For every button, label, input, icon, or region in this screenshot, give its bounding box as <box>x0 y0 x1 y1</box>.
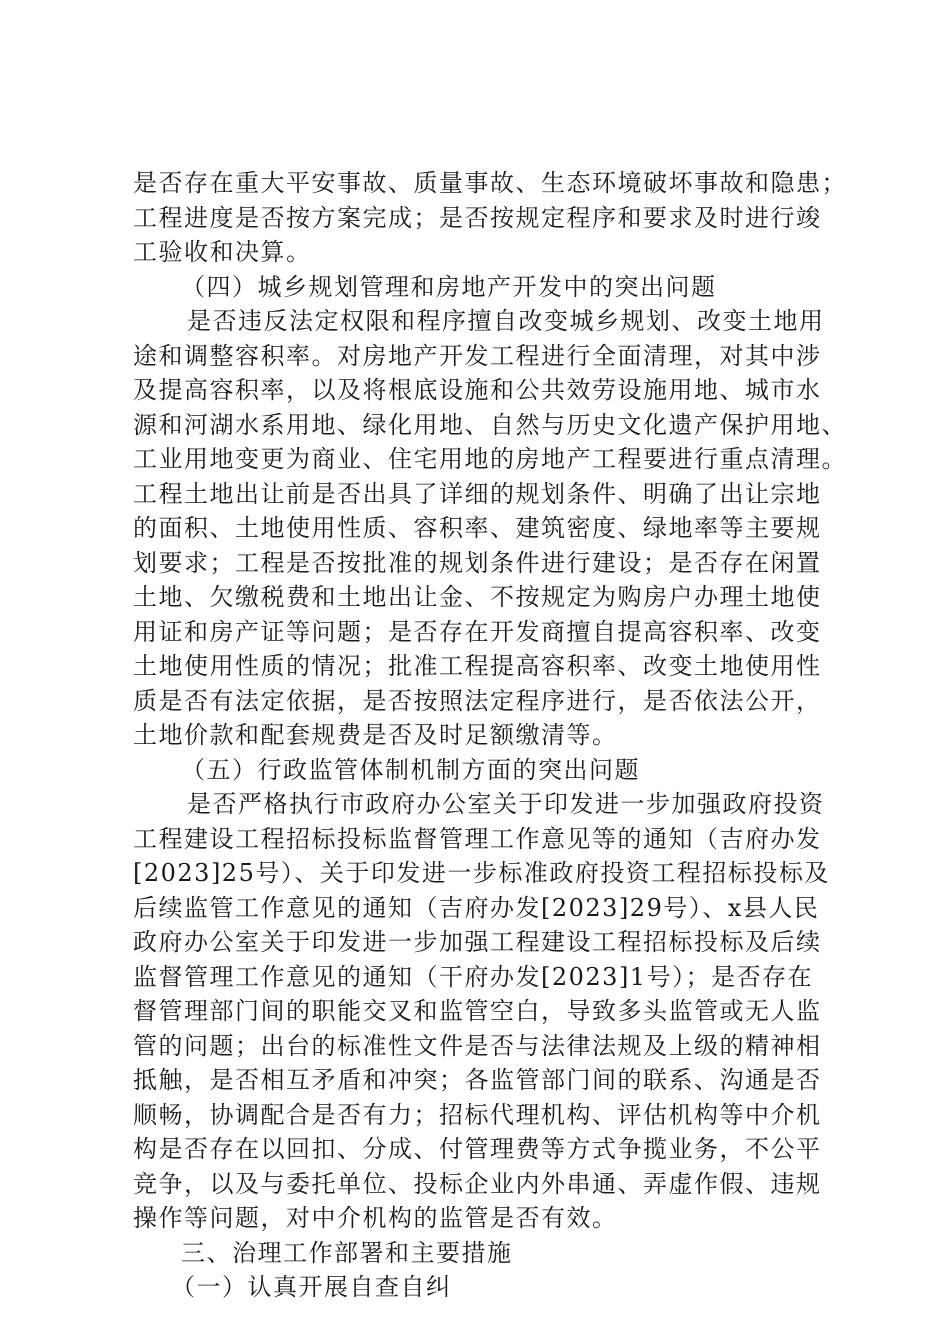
text-line: 及提高容积率，以及将根底设施和公共效劳设施用地、城市水 <box>133 376 822 404</box>
text-line: 工程土地出让前是否出具了详细的规划条件、明确了出让宗地 <box>133 479 822 508</box>
text-line: 工程进度是否按方案完成；是否按规定程序和要求及时进行竣 <box>133 203 822 232</box>
text-line: 划要求；工程是否按批准的规划条件进行建设；是否存在闲置 <box>133 548 822 577</box>
text-line: 后续监管工作意见的通知（吉府办发[2023]29号）、x县人民 <box>133 893 820 922</box>
text-line: 土地使用性质的情况；批准工程提高容积率、改变土地使用性 <box>133 652 822 680</box>
subsection-heading-1: （一）认真开展自查自纠 <box>171 1273 452 1301</box>
text-line: 顺畅，协调配合是否有力；招标代理机构、评估机构等中介机 <box>133 1100 822 1129</box>
section-heading-5: （五）行政监管体制机制方面的突出问题 <box>181 755 640 784</box>
text-line: 是否存在重大平安事故、质量事故、生态环境破坏事故和隐患； <box>133 169 847 197</box>
text-line: 抵触，是否相互矛盾和冲突；各监管部门间的联系、沟通是否 <box>133 1066 822 1094</box>
text-line: 用证和房产证等问题；是否存在开发商擅自提高容积率、改变 <box>133 617 822 646</box>
section-heading-4: （四）城乡规划管理和房地产开发中的突出问题 <box>181 272 717 301</box>
text-line: 管的问题；出台的标准性文件是否与法律法规及上级的精神相 <box>133 1031 822 1060</box>
section-heading-3: 三、治理工作部署和主要措施 <box>181 1238 513 1267</box>
text-line: 途和调整容积率。对房地产开发工程进行全面清理，对其中涉 <box>133 341 822 370</box>
paragraph-first-line: 是否违反法定权限和程序擅自改变城乡规划、改变土地用 <box>187 307 825 335</box>
text-line: 土地价款和配套规费是否及时足额缴清等。 <box>133 721 618 749</box>
text-line: 质是否有法定依据，是否按照法定程序进行，是否依法公开， <box>133 686 822 715</box>
text-line: 监督管理工作意见的通知（干府办发[2023]1号）；是否存在 <box>133 962 814 991</box>
text-line: 竞争，以及与委托单位、投标企业内外串通、弄虚作假、违规 <box>133 1169 822 1198</box>
text-line: 的面积、土地使用性质、容积率、建筑密度、绿地率等主要规 <box>133 514 822 542</box>
text-line: 工验收和决算。 <box>133 238 312 266</box>
text-line: 政府办公室关于印发进一步加强工程建设工程招标投标及后续 <box>133 928 822 956</box>
text-line: 工业用地变更为商业、住宅用地的房地产工程要进行重点清理。 <box>133 445 847 473</box>
text-line: [2023]25号）、关于印发进一步标准政府投资工程招标投标及 <box>133 859 830 887</box>
text-line: 源和河湖水系用地、绿化用地、自然与历史文化遗产保护用地、 <box>133 410 847 439</box>
text-line: 督管理部门间的职能交叉和监管空白，导致多头监管或无人监 <box>133 997 822 1025</box>
text-line: 操作等问题，对中介机构的监管是否有效。 <box>133 1204 618 1232</box>
text-line: 构是否存在以回扣、分成、付管理费等方式争揽业务，不公平 <box>133 1135 822 1163</box>
text-line: 工程建设工程招标投标监督管理工作意见等的通知（吉府办发 <box>133 824 822 853</box>
text-line: 土地、欠缴税费和土地出让金、不按规定为购房户办理土地使 <box>133 583 822 611</box>
document-body <box>133 166 847 1305</box>
paragraph-first-line: 是否严格执行市政府办公室关于印发进一步加强政府投资 <box>187 790 825 818</box>
